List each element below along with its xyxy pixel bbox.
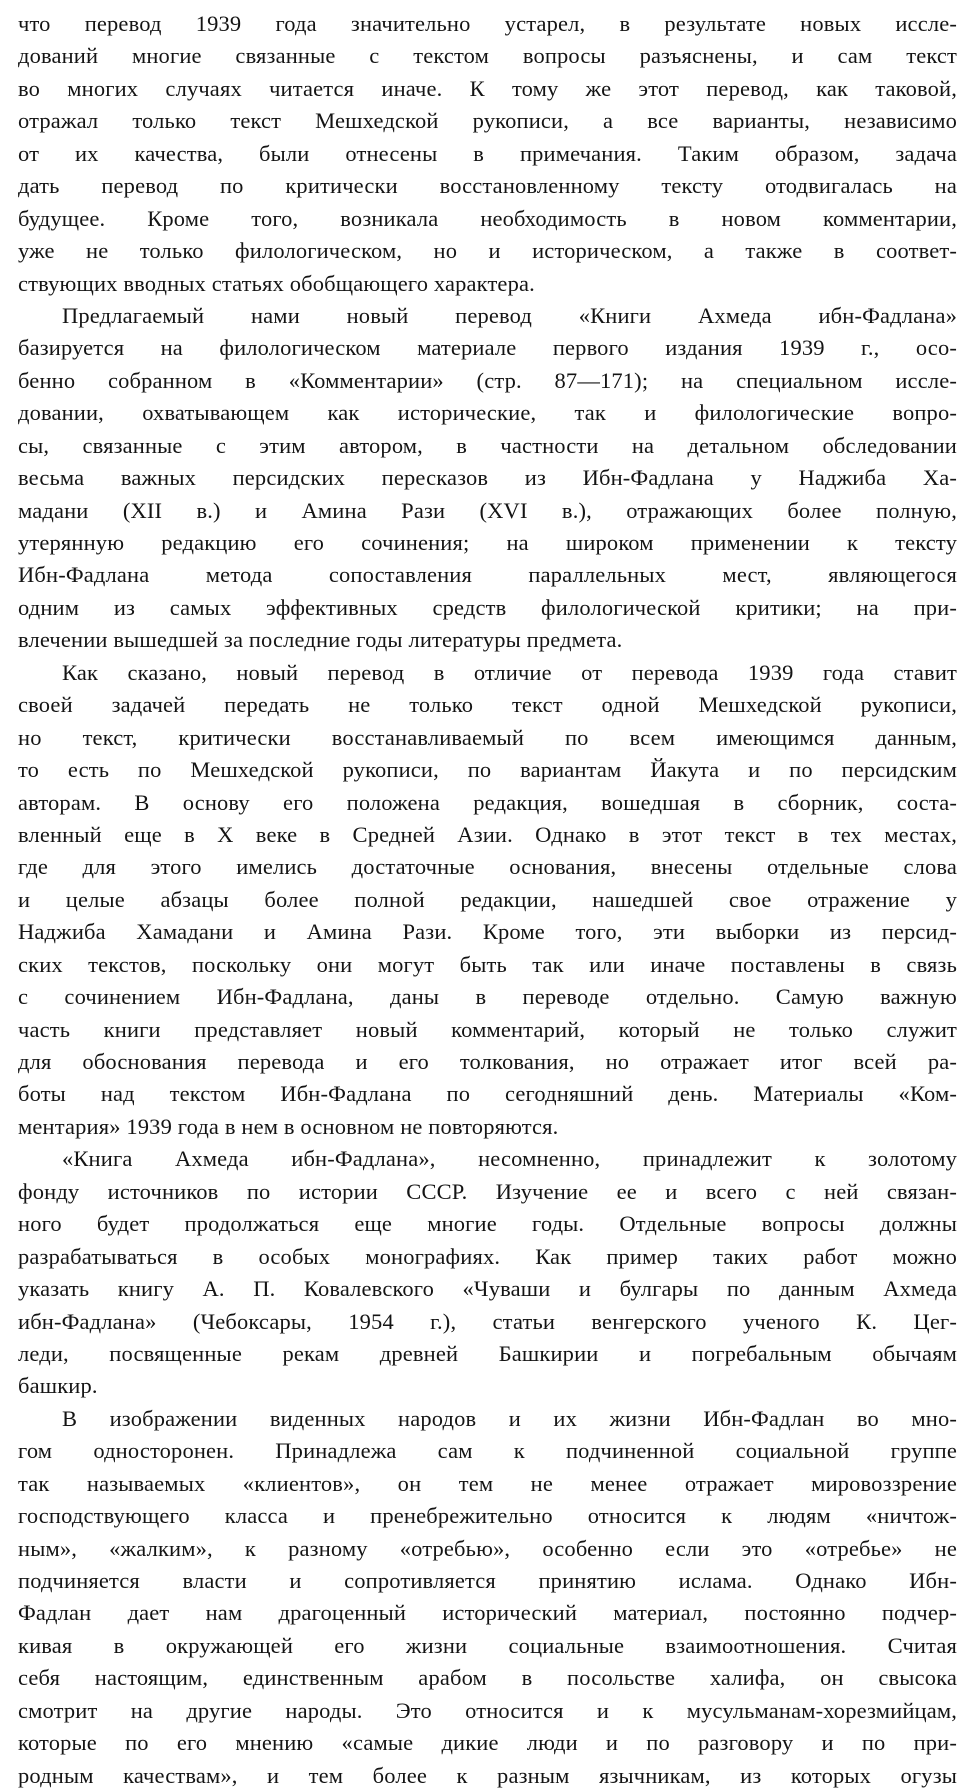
text-line: боты над текстом Ибн-Фадлана по сегодняшний день. Материалы «Ком- xyxy=(18,1081,957,1107)
text-line: будущее. Кроме того, возникала необходимость в новом комментарии, xyxy=(18,205,957,231)
text-line: себя настоящим, единственным арабом в посольстве халифа, он свысока xyxy=(18,1665,957,1691)
text-line: указать книгу А. П. Ковалевского «Чуваши и булгары по данным Ахмеда xyxy=(18,1276,957,1302)
text-line: авторам. В основу его положена редакция, вошедшая в сборник, соста- xyxy=(18,789,957,815)
text-line: фонду источников по истории СССР. Изучение ее и всего с ней связан- xyxy=(18,1178,957,1204)
text-line: своей задачей передать не только текст одной Мешхедской рукописи, xyxy=(18,692,957,718)
text-line: но текст, критически восстанавливаемый по всем имеющимся данным, xyxy=(18,724,957,750)
text-line: Фадлан дает нам драгоценный исторический материал, постоянно подчер- xyxy=(18,1600,957,1626)
text-line: гом односторонен. Принадлежа сам к подчиненной социальной группе xyxy=(18,1438,957,1464)
text-line: вленный еще в X веке в Средней Азии. Однако в этот текст в тех местах, xyxy=(18,821,957,847)
text-line: мадани (XII в.) и Амина Рази (XVI в.), отражающих более полную, xyxy=(18,497,957,523)
paragraph xyxy=(18,1403,957,1792)
text-line: господствующего класса и пренебрежительно относится к людям «ничтож- xyxy=(18,1503,957,1529)
text-line: ибн-Фадлана» (Чебоксары, 1954 г.), статьи венгерского ученого К. Цег- xyxy=(18,1308,957,1334)
text-line: подчиняется власти и сопротивляется принятию ислама. Однако Ибн- xyxy=(18,1568,957,1593)
body-text xyxy=(18,8,957,1792)
text-line: ным», «жалким», к разному «отребью», особенно если это «отребье» не xyxy=(18,1535,957,1561)
text-line: дать перевод по критически восстановленному тексту отодвигалась на xyxy=(18,173,957,199)
text-line: то есть по Мешхедской рукописи, по вариантам Йакута и по персидским xyxy=(18,757,957,783)
text-line: бенно собранном в «Комментарии» (стр. 87—171); на специальном иссле- xyxy=(18,367,957,393)
text-line: которые по его мнению «самые дикие люди и по разговору и по при- xyxy=(18,1730,957,1756)
text-line: ментария» 1939 года в нем в основном не повторяются. xyxy=(18,1113,559,1139)
paragraph xyxy=(18,1143,957,1403)
text-line: отражал только текст Мешхедской рукописи, а все варианты, независимо xyxy=(18,108,957,134)
text-line: от их качества, были отнесены в примечания. Таким образом, задача xyxy=(18,140,957,166)
text-line: башкир. xyxy=(18,1373,98,1399)
text-line: влечении вышедшей за последние годы литературы предмета. xyxy=(18,627,623,653)
text-line: довании, охватывающем как исторические, так и филологические вопро- xyxy=(18,400,957,426)
text-line: леди, посвященные рекам древней Башкирии и погребальным обычаям xyxy=(18,1340,957,1366)
text-line: ствующих вводных статьях обобщающего характера. xyxy=(18,270,535,296)
text-line: дований многие связанные с текстом вопросы разъяснены, и сам текст xyxy=(18,43,957,69)
text-line: ских текстов, поскольку они могут быть так или иначе поставлены в связь xyxy=(18,951,957,977)
text-line: что перевод 1939 года значительно устарел, в результате новых иссле- xyxy=(18,11,957,36)
text-line: кивая в окружающей его жизни социальные взаимоотношения. Считая xyxy=(18,1632,957,1658)
text-line: смотрит на другие народы. Это относится и к мусульманам-хорезмийцам, xyxy=(18,1697,957,1723)
text-line: В изображении виденных народов и их жизни Ибн-Фадлан во мно- xyxy=(62,1405,957,1431)
paragraph xyxy=(18,8,957,300)
text-line: часть книги представляет новый комментарий, который не только служит xyxy=(18,1016,957,1042)
paragraph xyxy=(18,657,957,1144)
text-line: сы, связанные с этим автором, в частности на детальном обследовании xyxy=(18,432,957,458)
text-line: весьма важных персидских пересказов из Ибн-Фадлана у Наджиба Ха- xyxy=(18,465,957,491)
text-line: так называемых «клиентов», он тем не менее отражает мировоззрение xyxy=(18,1470,957,1496)
text-line: Наджиба Хамадани и Амина Рази. Кроме того, эти выборки из персид- xyxy=(18,919,957,945)
text-line: ного будет продолжаться еще многие годы. Отдельные вопросы должны xyxy=(18,1211,957,1237)
text-line: базируется на филологическом материале первого издания 1939 г., осо- xyxy=(18,335,957,361)
paragraph xyxy=(18,300,957,657)
text-line: разрабатываться в особых монографиях. Как пример таких работ можно xyxy=(18,1243,957,1269)
text-line: одним из самых эффективных средств филологической критики; на при- xyxy=(18,594,957,620)
text-line: уже не только филологическом, но и историческом, а также в соответ- xyxy=(18,238,957,264)
text-line: Предлагаемый нами новый перевод «Книги Ахмеда ибн-Фадлана» xyxy=(62,302,957,328)
text-line: утерянную редакцию его сочинения; на широком применении к тексту xyxy=(18,530,957,555)
text-line: во многих случаях читается иначе. К тому же этот перевод, как таковой, xyxy=(18,75,957,101)
text-line: и целые абзацы более полной редакции, нашедшей свое отражение у xyxy=(18,886,957,912)
text-line: Ибн-Фадлана метода сопоставления параллельных мест, являющегося xyxy=(18,562,957,588)
text-line: для обоснования перевода и его толкования, но отражает итог всей ра- xyxy=(18,1049,957,1074)
text-line: где для этого имелись достаточные основания, внесены отдельные слова xyxy=(18,854,957,880)
text-line: родным качествам», и тем более к разным язычникам, из которых огузы xyxy=(18,1762,957,1788)
text-line: «Книга Ахмеда ибн-Фадлана», несомненно, принадлежит к золотому xyxy=(62,1146,957,1172)
text-line: Как сказано, новый перевод в отличие от перевода 1939 года ставит xyxy=(62,659,957,685)
text-line: с сочинением Ибн-Фадлана, даны в переводе отдельно. Самую важную xyxy=(18,984,957,1010)
